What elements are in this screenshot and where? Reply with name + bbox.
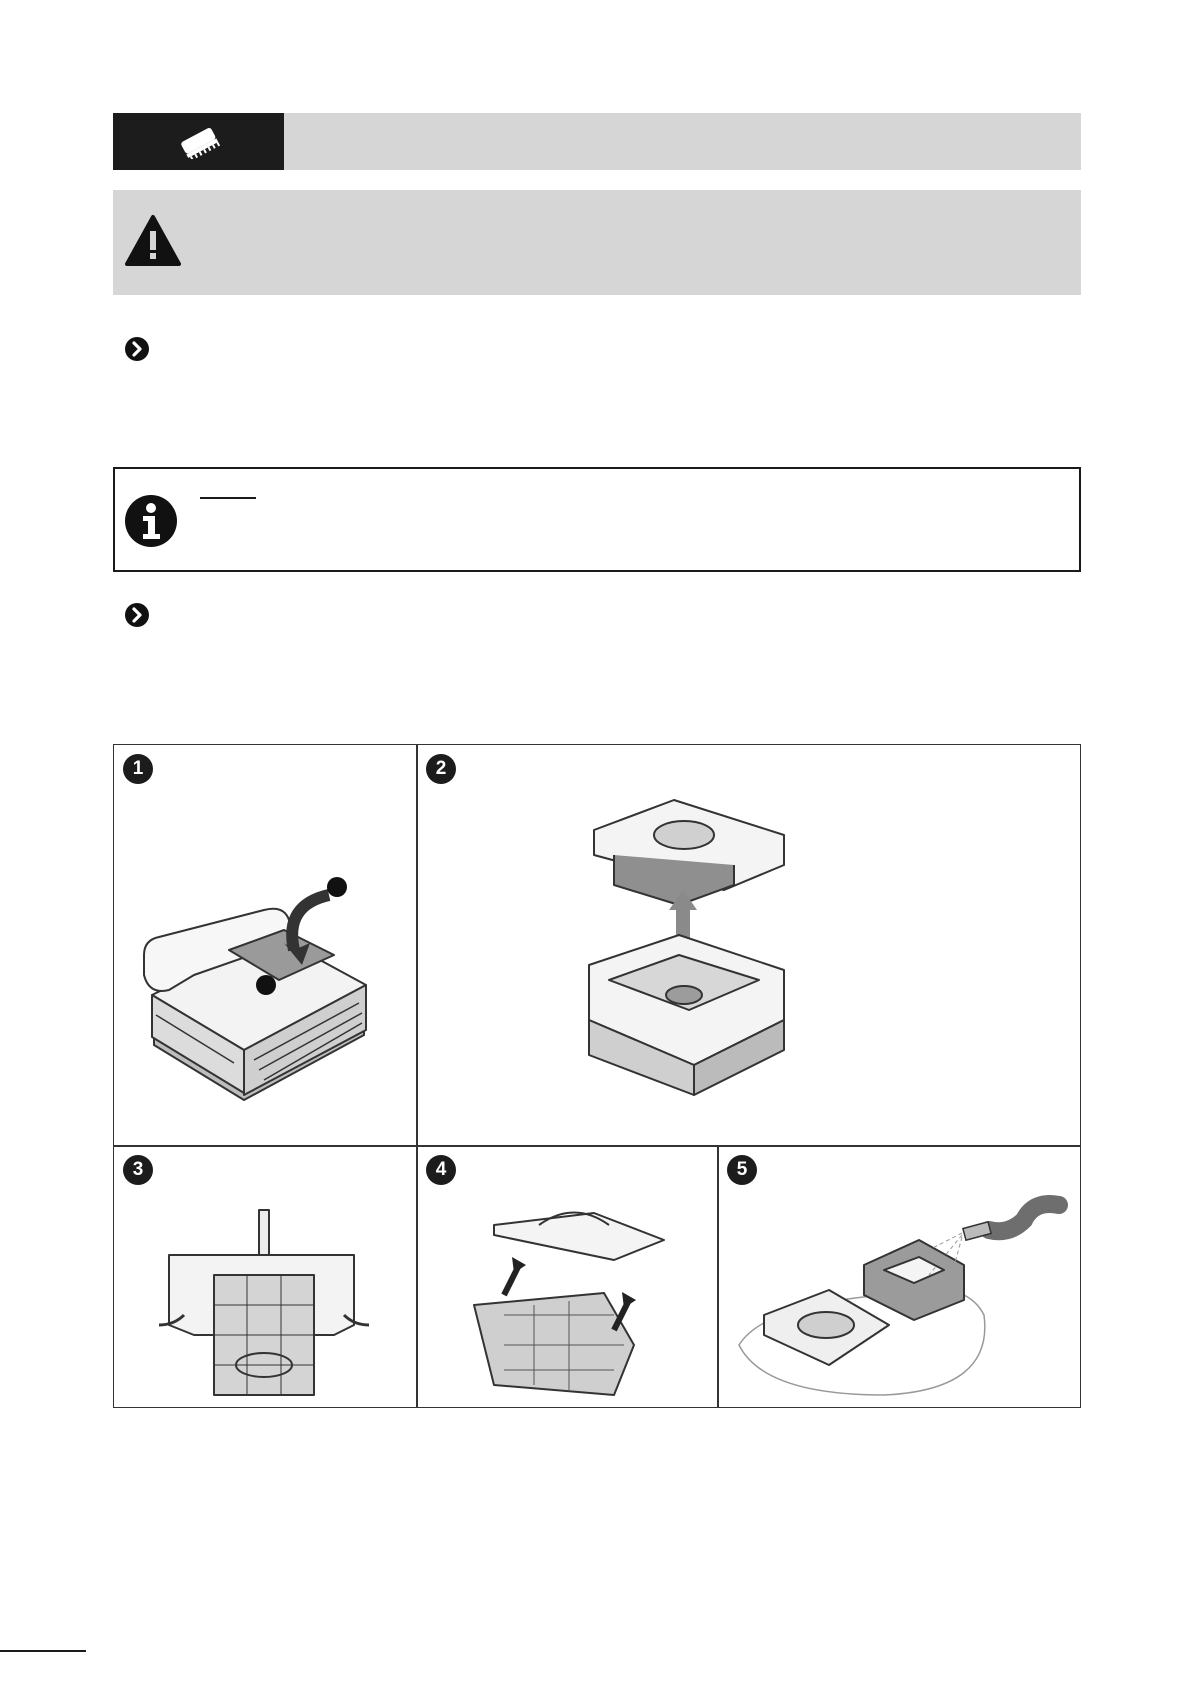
step-number-badge: 3	[123, 1155, 153, 1185]
filter-rinse-hose-illustration	[734, 1195, 1074, 1405]
robot-open-cover-illustration	[134, 855, 404, 1105]
chevron-right-circle-icon	[125, 337, 149, 361]
step-number-badge: 4	[426, 1155, 456, 1185]
cleaning-steps-figure	[113, 744, 1081, 1408]
panel-divider	[717, 1145, 719, 1407]
info-box	[113, 467, 1081, 572]
section-header-icon-box	[113, 113, 284, 170]
panel-divider	[416, 745, 418, 1407]
footer-rule	[0, 1650, 86, 1652]
brush-icon	[176, 125, 222, 159]
filter-separate-illustration	[464, 1205, 684, 1405]
info-circle-icon	[124, 494, 178, 553]
step-number-badge: 2	[426, 754, 456, 784]
warning-box	[113, 190, 1081, 295]
info-heading-rule	[200, 497, 256, 499]
robot-lift-lid-illustration	[584, 795, 804, 1105]
step-number-badge: 5	[727, 1155, 757, 1185]
step-number-badge: 1	[123, 754, 153, 784]
filter-release-illustration	[154, 1205, 374, 1405]
warning-triangle-icon	[124, 214, 182, 273]
chevron-right-circle-icon	[125, 603, 149, 627]
panel-divider	[114, 1145, 1080, 1147]
